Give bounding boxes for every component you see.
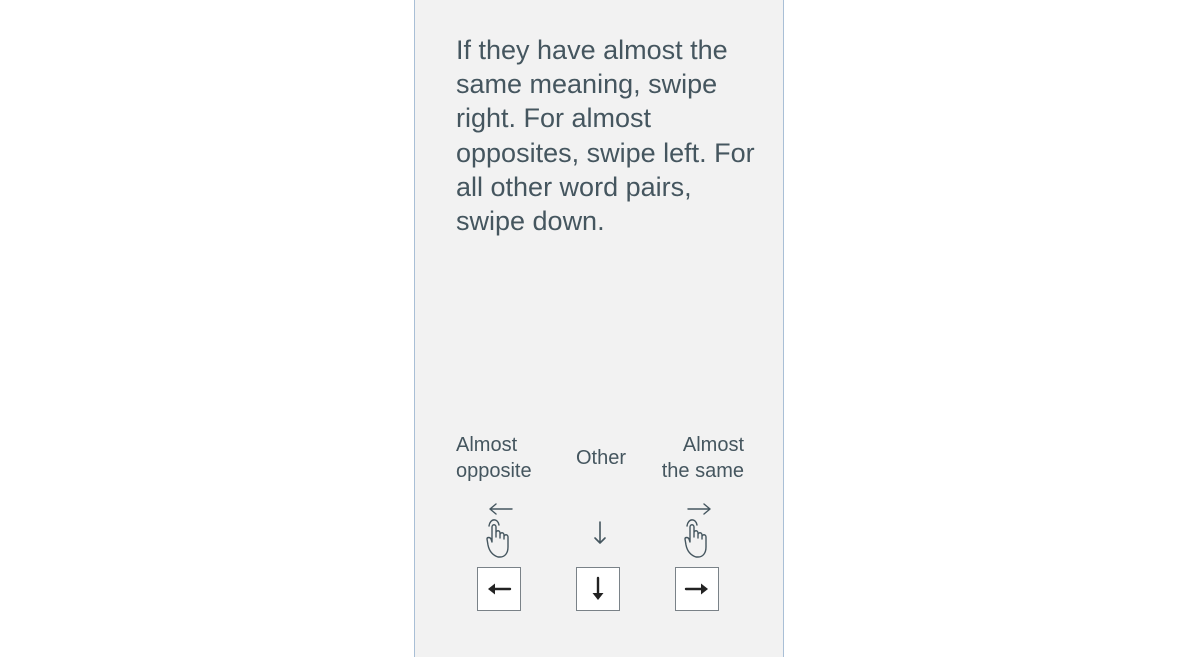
key-right-button[interactable]: [675, 567, 719, 611]
label-other: Other: [575, 447, 627, 469]
arrow-left-icon: [484, 574, 514, 604]
arrow-right-icon: [682, 574, 712, 604]
instructions-text: If they have almost the same meaning, swipe right. For almost opposites, swipe left. For all other word pairs, swipe down.: [456, 35, 755, 237]
swipe-right-hand-icon: [676, 495, 722, 565]
swipe-left-hand-icon: [478, 495, 524, 565]
label-almost-the-same: Almost the same: [661, 434, 744, 482]
label-almost-opposite: Almost opposite: [456, 434, 532, 482]
task-panel: [414, 0, 784, 657]
arrow-down-icon: [583, 574, 613, 604]
key-down-button[interactable]: [576, 567, 620, 611]
arrow-down-icon: [577, 495, 623, 565]
key-left-button[interactable]: [477, 567, 521, 611]
